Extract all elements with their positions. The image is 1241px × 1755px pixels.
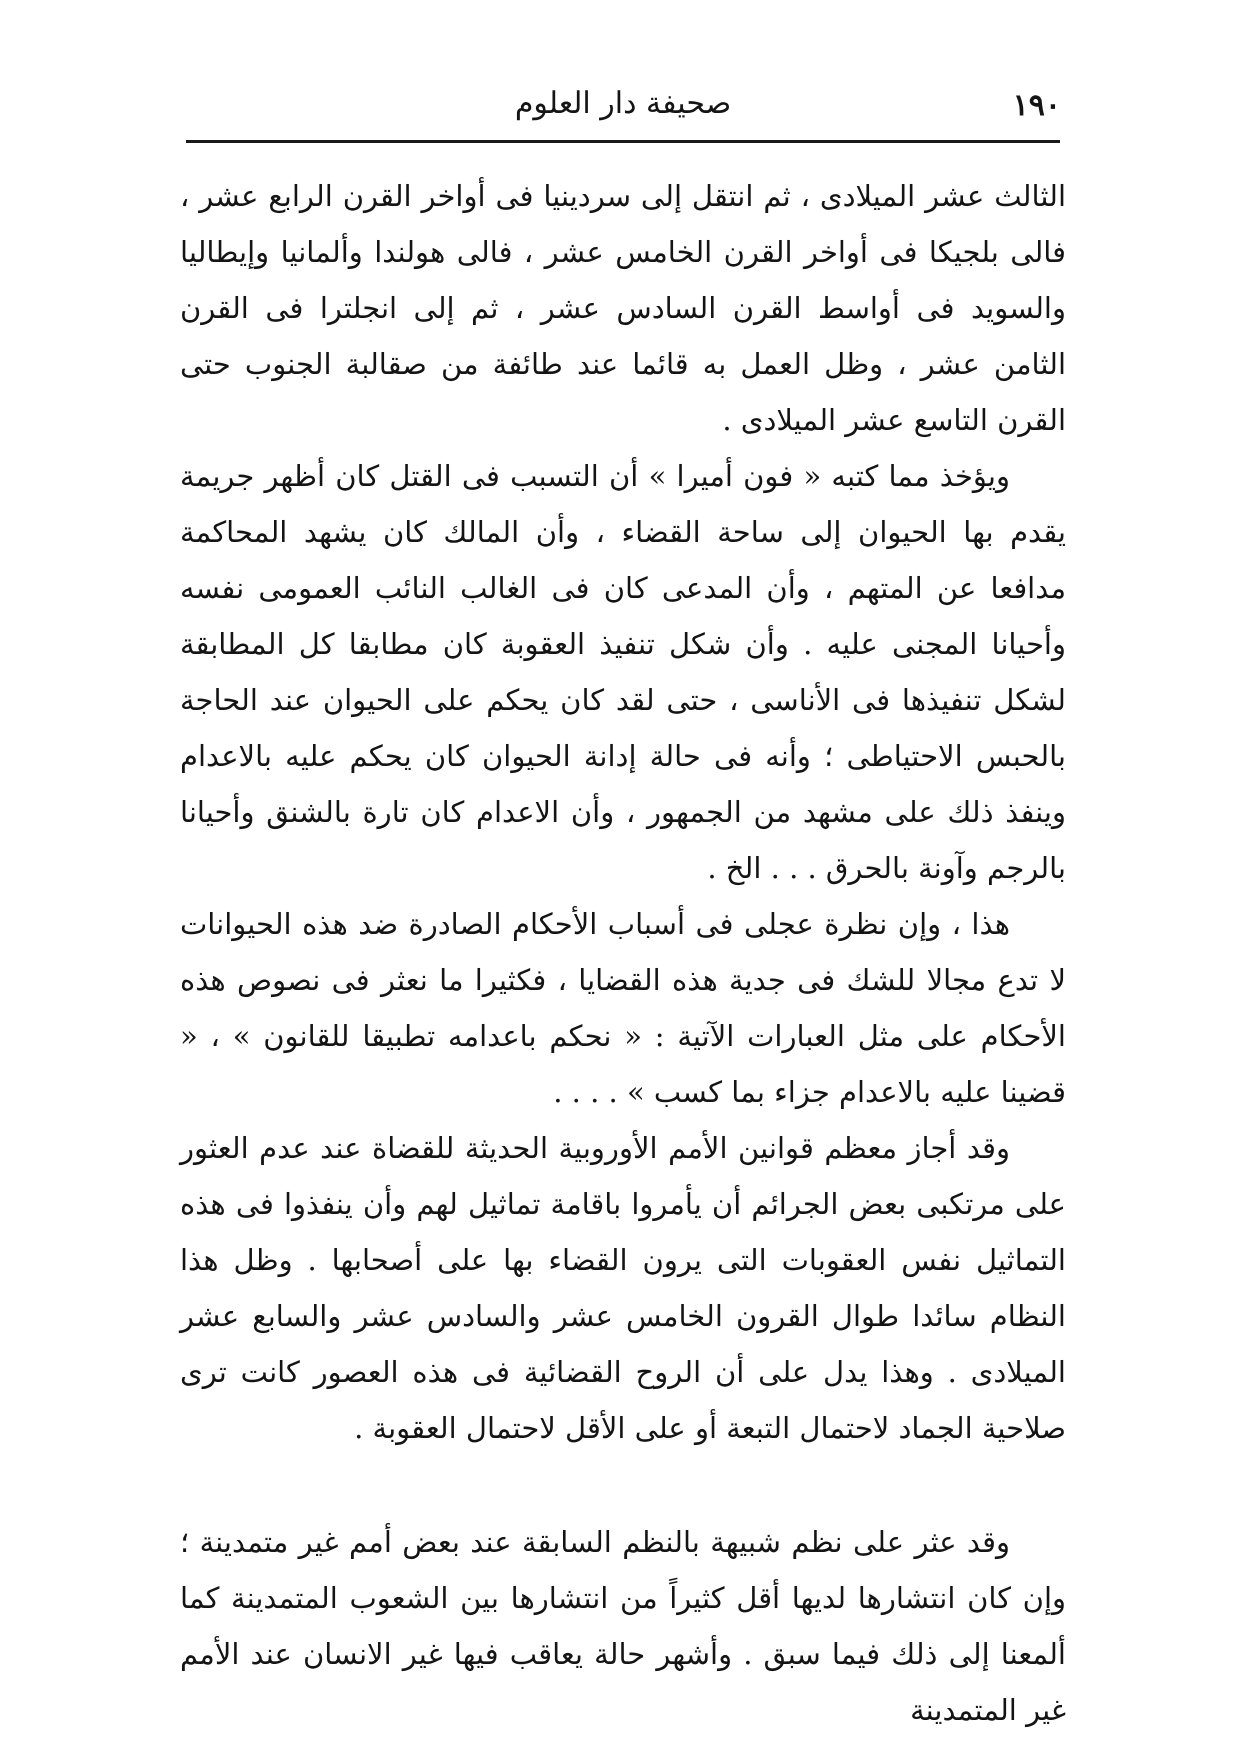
page-number: ١٩٠ <box>1012 88 1061 123</box>
paragraph-judgments: هذا ، وإن نظرة عجلى فى أسباب الأحكام الصادرة ضد هذه الحيوانات لا تدع مجالا للشك فى جدية هذه القضايا ، فكثيرا ما نعثر فى نصوص هذه الأحكام على مثل العبارات الآتية : « نحكم باعدامه تطبيقا للقانون » ، « قضينا عليه بالاعدام جزاء بما كسب » . . . . <box>180 907 1066 1109</box>
header-divider <box>186 140 1060 143</box>
page-header <box>185 84 1061 134</box>
paragraph-continuation: الثالث عشر الميلادى ، ثم انتقل إلى سردينيا فى أواخر القرن الرابع عشر ، فالى بلجيكا فى أواخر القرن الخامس عشر ، فالى هولندا وألمانيا وإيطاليا والسويد فى أواسط القرن السادس عشر ، ثم إلى انجلترا فى القرن الثامن عشر ، وظل العمل به قائما عند طائفة من صقالبة الجنوب حتى القرن التاسع عشر الميلادى . <box>180 179 1066 437</box>
paragraph-von-amira: ويؤخذ مما كتبه « فون أميرا » أن التسبب فى القتل كان أظهر جريمة يقدم بها الحيوان إلى ساحة القضاء ، وأن المالك كان يشهد المحاكمة مدافعا عن المتهم ، وأن المدعى كان فى الغالب النائب العمومى نفسه وأحيانا المجنى عليه . وأن شكل تنفيذ العقوبة كان مطابقا كل المطابقة لشكل تنفيذها فى الأناسى ، حتى لقد كان يحكم على الحيوان عند الحاجة بالحبس الاحتياطى ؛ وأنه فى حالة إدانة الحيوان كان يحكم عليه بالاعدام وينفذ ذلك على مشهد من الجمهور ، وأن الاعدام كان تارة بالشنق وأحيانا بالرجم وآونة بالحرق . . . الخ . <box>180 459 1066 885</box>
running-title: صحيفة دار العلوم <box>514 86 732 121</box>
paragraph-statues: وقد أجاز معظم قوانين الأمم الأوروبية الحديثة للقضاة عند عدم العثور على مرتكبى بعض الجرائم أن يأمروا باقامة تماثيل لهم وأن ينفذوا فى هذه التماثيل نفس العقوبات التى يرون القضاء بها على أصحابها . وظل هذا النظام سائدا طوال القرون الخامس عشر والسادس عشر والسابع عشر الميلادى . وهذا يدل على أن الروح القضائية فى هذه العصور كانت ترى صلاحية الجماد لاحتمال التبعة أو على الأقل لاحتمال العقوبة . <box>180 1131 1066 1445</box>
paragraph-uncivilized-nations: وقد عثر على نظم شبيهة بالنظم السابقة عند بعض أمم غير متمدينة ؛ وإن كان انتشارها لديها أقل كثيراً من انتشارها بين الشعوب المتمدينة كما ألمعنا إلى ذلك فيما سبق . وأشهر حالة يعاقب فيها غير الانسان عند الأمم غير المتمدينة <box>180 1525 1066 1727</box>
body-text <box>180 168 1066 1738</box>
section-gap <box>180 1456 1066 1514</box>
